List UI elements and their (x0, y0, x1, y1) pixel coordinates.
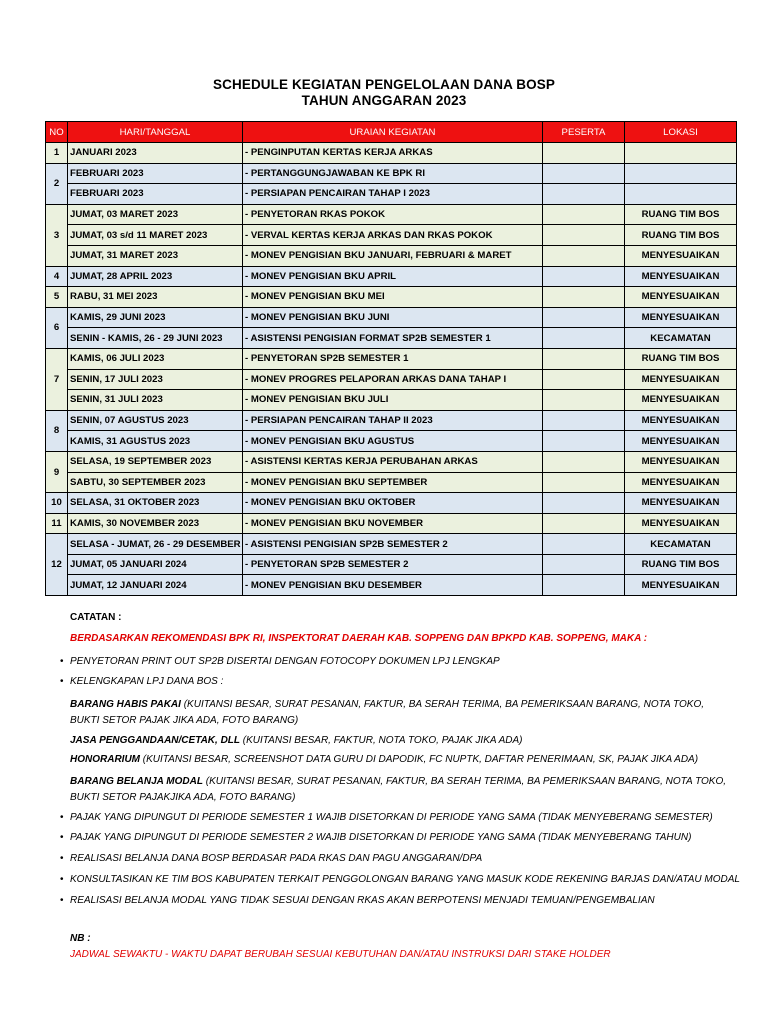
cell-participants (543, 472, 625, 493)
cell-date: SENIN, 31 JULI 2023 (68, 390, 243, 411)
table-row (46, 163, 737, 184)
table-row (46, 307, 737, 328)
barang-habis-label: BARANG HABIS PAKAI (70, 699, 181, 710)
cell-location: MENYESUAIKAN (625, 390, 737, 411)
cell-location: MENYESUAIKAN (625, 472, 737, 493)
cell-activity: - PENYETORAN SP2B SEMESTER 2 (243, 554, 543, 575)
cell-activity: - MONEV PENGISIAN BKU JUNI (243, 307, 543, 328)
cell-participants (543, 348, 625, 369)
bullet-marker: • (60, 832, 64, 843)
cell-date: SELASA, 19 SEPTEMBER 2023 (68, 451, 243, 472)
table-row (46, 328, 737, 349)
cell-activity: - MONEV PROGRES PELAPORAN ARKAS DANA TAHAP I (243, 369, 543, 390)
cell-no: 2 (46, 163, 68, 204)
cell-location: MENYESUAIKAN (625, 451, 737, 472)
cell-date: SENIN, 07 AGUSTUS 2023 (68, 410, 243, 431)
cell-date: SELASA, 31 OKTOBER 2023 (68, 493, 243, 514)
cell-date: JUMAT, 05 JANUARI 2024 (68, 554, 243, 575)
schedule-table (45, 121, 737, 596)
cell-activity: - PERSIAPAN PENCAIRAN TAHAP I 2023 (243, 184, 543, 205)
cell-no: 3 (46, 204, 68, 266)
header-no: NO (46, 122, 68, 143)
nb-label: NB : (70, 933, 91, 944)
cell-participants (543, 307, 625, 328)
table-row (46, 245, 737, 266)
cell-location: MENYESUAIKAN (625, 266, 737, 287)
cell-participants (543, 534, 625, 555)
table-row (46, 184, 737, 205)
cell-activity: - MONEV PENGISIAN BKU MEI (243, 287, 543, 308)
note-bullet-g: REALISASI BELANJA MODAL YANG TIDAK SESUAI DENGAN RKAS AKAN BERPOTENSI MENJADI TEMUAN/PENGEMBALIAN (70, 895, 655, 906)
cell-participants (543, 204, 625, 225)
cell-date: JUMAT, 03 s/d 11 MARET 2023 (68, 225, 243, 246)
cell-location (625, 143, 737, 164)
header-date: HARI/TANGGAL (68, 122, 243, 143)
cell-location: MENYESUAIKAN (625, 369, 737, 390)
cell-date: JUMAT, 03 MARET 2023 (68, 204, 243, 225)
table-row (46, 575, 737, 596)
catatan-label: CATATAN : (70, 612, 122, 623)
jasa-text: (KUITANSI BESAR, FAKTUR, NOTA TOKO, PAJAK JIKA ADA) (240, 735, 523, 746)
cell-location: MENYESUAIKAN (625, 513, 737, 534)
note-bullet-a: PENYETORAN PRINT OUT SP2B DISERTAI DENGAN FOTOCOPY DOKUMEN LPJ LENGKAP (70, 656, 500, 667)
modal-label: BARANG BELANJA MODAL (70, 776, 203, 787)
bullet-marker: • (60, 874, 64, 885)
table-row (46, 287, 737, 308)
table-row (46, 390, 737, 411)
note-bullet-b: KELENGKAPAN LPJ DANA BOS : (70, 676, 224, 687)
cell-date: FEBRUARI 2023 (68, 163, 243, 184)
note-bullet-f: KONSULTASIKAN KE TIM BOS KABUPATEN TERKAIT PENGGOLONGAN BARANG YANG MASUK KODE REKENING BARJAS DAN/ATAU MODAL (70, 874, 740, 885)
cell-activity: - PENYETORAN RKAS POKOK (243, 204, 543, 225)
header-participants: PESERTA (543, 122, 625, 143)
table-row (46, 431, 737, 452)
bullet-marker: • (60, 676, 64, 687)
cell-participants (543, 513, 625, 534)
cell-no: 12 (46, 534, 68, 596)
cell-activity: - MONEV PENGISIAN BKU SEPTEMBER (243, 472, 543, 493)
cell-location: MENYESUAIKAN (625, 307, 737, 328)
table-row (46, 554, 737, 575)
cell-activity: - PENGINPUTAN KERTAS KERJA ARKAS (243, 143, 543, 164)
table-header-row (46, 122, 737, 143)
cell-location: MENYESUAIKAN (625, 287, 737, 308)
cell-location: MENYESUAIKAN (625, 410, 737, 431)
cell-location: RUANG TIM BOS (625, 225, 737, 246)
table-row (46, 472, 737, 493)
table-row (46, 410, 737, 431)
cell-no: 1 (46, 143, 68, 164)
table-row (46, 534, 737, 555)
table-row (46, 143, 737, 164)
nb-text: JADWAL SEWAKTU - WAKTU DAPAT BERUBAH SESUAI KEBUTUHAN DAN/ATAU INSTRUKSI DARI STAKE HOLDER (70, 949, 611, 960)
cell-location: RUANG TIM BOS (625, 204, 737, 225)
cell-activity: - ASISTENSI PENGISIAN SP2B SEMESTER 2 (243, 534, 543, 555)
cell-no: 8 (46, 410, 68, 451)
cell-activity: - MONEV PENGISIAN BKU AGUSTUS (243, 431, 543, 452)
note-bullet-e: REALISASI BELANJA DANA BOSP BERDASAR PADA RKAS DAN PAGU ANGGARAN/DPA (70, 853, 483, 864)
schedule-body (46, 143, 737, 596)
cell-participants (543, 143, 625, 164)
cell-date: SENIN - KAMIS, 26 - 29 JUNI 2023 (68, 328, 243, 349)
cell-date: JUMAT, 28 APRIL 2023 (68, 266, 243, 287)
bullet-marker: • (60, 853, 64, 864)
cell-participants (543, 575, 625, 596)
table-row (46, 204, 737, 225)
bullet-marker: • (60, 812, 64, 823)
document-title: SCHEDULE KEGIATAN PENGELOLAAN DANA BOSP (213, 77, 555, 92)
cell-date: SABTU, 30 SEPTEMBER 2023 (68, 472, 243, 493)
cell-location: KECAMATAN (625, 328, 737, 349)
cell-participants (543, 245, 625, 266)
cell-participants (543, 266, 625, 287)
cell-participants (543, 225, 625, 246)
table-row (46, 266, 737, 287)
note-barang-habis (70, 697, 730, 729)
cell-no: 6 (46, 307, 68, 348)
cell-activity: - PERTANGGUNGJAWABAN KE BPK RI (243, 163, 543, 184)
cell-location: RUANG TIM BOS (625, 348, 737, 369)
cell-participants (543, 493, 625, 514)
cell-date: FEBRUARI 2023 (68, 184, 243, 205)
cell-activity: - ASISTENSI PENGISIAN FORMAT SP2B SEMESTER 1 (243, 328, 543, 349)
cell-no: 7 (46, 348, 68, 410)
document-subtitle: TAHUN ANGGARAN 2023 (301, 93, 467, 108)
cell-activity: - MONEV PENGISIAN BKU NOVEMBER (243, 513, 543, 534)
bullet-marker: • (60, 895, 64, 906)
note-belanja-modal (70, 774, 730, 806)
cell-location (625, 163, 737, 184)
note-bullet-c: PAJAK YANG DIPUNGUT DI PERIODE SEMESTER 1 WAJIB DISETORKAN DI PERIODE YANG SAMA (TIDAK MENYEBERANG SEMESTER) (70, 812, 713, 823)
table-row (46, 348, 737, 369)
header-activity: URAIAN KEGIATAN (243, 122, 543, 143)
cell-participants (543, 328, 625, 349)
cell-date: JUMAT, 31 MARET 2023 (68, 245, 243, 266)
cell-participants (543, 287, 625, 308)
cell-activity: - PENYETORAN SP2B SEMESTER 1 (243, 348, 543, 369)
cell-activity: - MONEV PENGISIAN BKU DESEMBER (243, 575, 543, 596)
cell-activity: - MONEV PENGISIAN BKU JULI (243, 390, 543, 411)
red-intro: BERDASARKAN REKOMENDASI BPK RI, INSPEKTORAT DAERAH KAB. SOPPENG DAN BPKPD KAB. SOPPENG, MAKA : (70, 633, 648, 644)
cell-participants (543, 410, 625, 431)
cell-no: 10 (46, 493, 68, 514)
cell-participants (543, 390, 625, 411)
cell-activity: - VERVAL KERTAS KERJA ARKAS DAN RKAS POKOK (243, 225, 543, 246)
cell-participants (543, 184, 625, 205)
cell-location: MENYESUAIKAN (625, 245, 737, 266)
cell-participants (543, 369, 625, 390)
cell-location: MENYESUAIKAN (625, 575, 737, 596)
modal-text: (KUITANSI BESAR, SURAT PESANAN, FAKTUR, BA SERAH TERIMA, BA PEMERIKSAAN BARANG, NOTA TOKO, BUKTI SETOR PAJAKJIKA ADA, FOTO BARANG) (70, 776, 727, 803)
cell-no: 4 (46, 266, 68, 287)
cell-date: KAMIS, 06 JULI 2023 (68, 348, 243, 369)
note-jasa (70, 735, 522, 746)
header-location: LOKASI (625, 122, 737, 143)
cell-activity: - MONEV PENGISIAN BKU JANUARI, FEBRUARI & MARET (243, 245, 543, 266)
cell-no: 11 (46, 513, 68, 534)
honor-text: (KUITANSI BESAR, SCREENSHOT DATA GURU DI DAPODIK, FC NUPTK, DAFTAR PENERIMAAN, SK, PAJAK JIKA ADA) (140, 754, 699, 765)
bullet-marker: • (60, 656, 64, 667)
cell-date: SENIN, 17 JULI 2023 (68, 369, 243, 390)
cell-participants (543, 451, 625, 472)
cell-participants (543, 163, 625, 184)
cell-participants (543, 431, 625, 452)
table-row (46, 493, 737, 514)
note-honorarium (70, 754, 698, 765)
cell-no: 5 (46, 287, 68, 308)
jasa-label: JASA PENGGANDAAN/CETAK, DLL (70, 735, 241, 746)
note-bullet-d: PAJAK YANG DIPUNGUT DI PERIODE SEMESTER 2 WAJIB DISETORKAN DI PERIODE YANG SAMA (TIDAK MENYEBERANG TAHUN) (70, 832, 692, 843)
cell-no: 9 (46, 451, 68, 492)
cell-location: MENYESUAIKAN (625, 493, 737, 514)
cell-date: JUMAT, 12 JANUARI 2024 (68, 575, 243, 596)
cell-location: MENYESUAIKAN (625, 431, 737, 452)
cell-date: KAMIS, 31 AGUSTUS 2023 (68, 431, 243, 452)
cell-activity: - MONEV PENGISIAN BKU APRIL (243, 266, 543, 287)
table-row (46, 369, 737, 390)
barang-habis-text: (KUITANSI BESAR, SURAT PESANAN, FAKTUR, BA SERAH TERIMA, BA PEMERIKSAAN BARANG, NOTA TOKO, BUKTI SETOR PAJAK JIKA ADA, FOTO BARANG) (70, 699, 704, 726)
cell-date: RABU, 31 MEI 2023 (68, 287, 243, 308)
honor-label: HONORARIUM (70, 754, 140, 765)
cell-date: SELASA - JUMAT, 26 - 29 DESEMBER (68, 534, 243, 555)
cell-participants (543, 554, 625, 575)
cell-date: JANUARI 2023 (68, 143, 243, 164)
cell-activity: - PERSIAPAN PENCAIRAN TAHAP II 2023 (243, 410, 543, 431)
table-row (46, 225, 737, 246)
cell-location (625, 184, 737, 205)
cell-location: RUANG TIM BOS (625, 554, 737, 575)
table-row (46, 513, 737, 534)
cell-activity: - ASISTENSI KERTAS KERJA PERUBAHAN ARKAS (243, 451, 543, 472)
cell-activity: - MONEV PENGISIAN BKU OKTOBER (243, 493, 543, 514)
cell-location: KECAMATAN (625, 534, 737, 555)
table-row (46, 451, 737, 472)
cell-date: KAMIS, 29 JUNI 2023 (68, 307, 243, 328)
cell-date: KAMIS, 30 NOVEMBER 2023 (68, 513, 243, 534)
